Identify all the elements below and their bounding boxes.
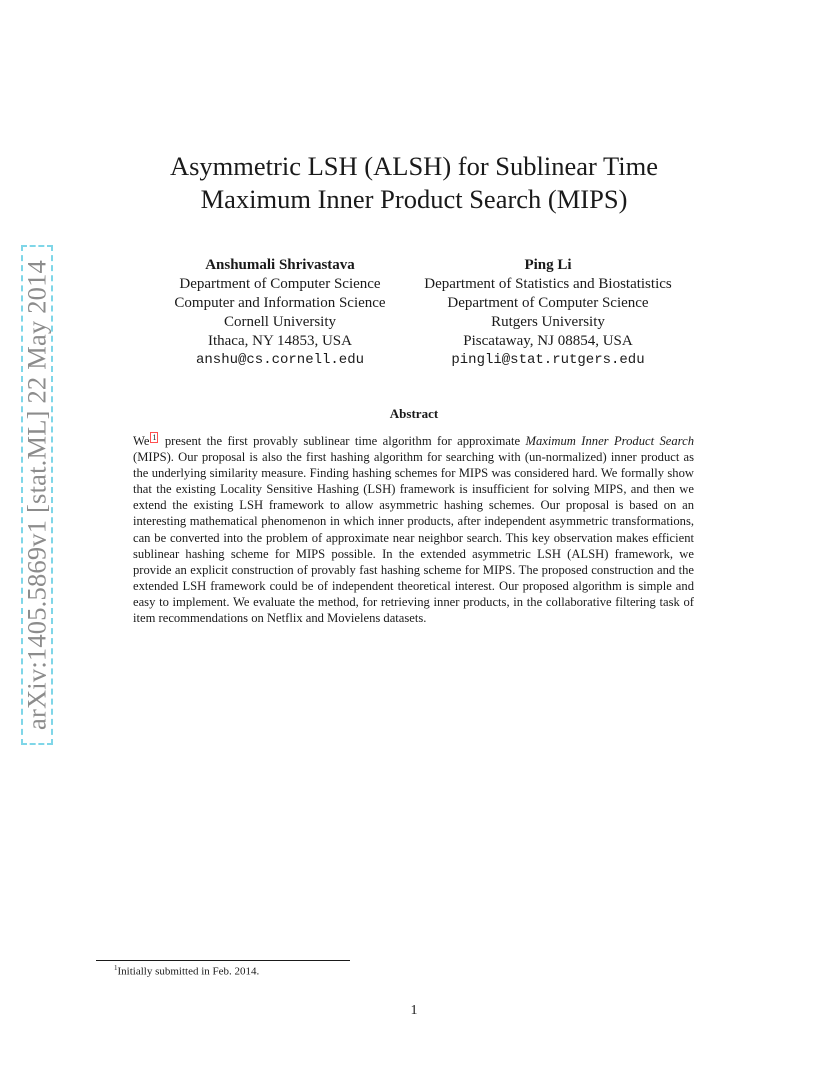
abstract-text-1: present the first provably sublinear time algorithm for approximate: [159, 434, 526, 448]
footnote-mark: 1: [114, 964, 118, 972]
author-affiliation: Rutgers University: [491, 314, 605, 330]
footnote-text: Initially submitted in Feb. 2014.: [117, 965, 260, 978]
author-affiliation: Department of Computer Science: [447, 295, 649, 311]
author-block-2: [398, 256, 698, 370]
author-affiliation: Cornell University: [223, 314, 337, 330]
abstract-text-2: (MIPS). Our proposal is also the first hashing algorithm for searching with (un-normalized) inner product as the underlying similarity measure. Finding hashing schemes for MIPS was considered hard. We formally show that the existing Locality Sensitive Hashing (LSH) framework is insufficient for solving MIPS, and then we extend the existing LSH framework to allow asymmetric hashing schemes. Our proposal is based on an interesting mathematical phenomenon in which inner products, after independent asymmetric transformations, can be converted into the problem of approximate near neighbor search. This key observation makes efficient sublinear hashing scheme for MIPS possible. In the extended asymmetric LSH (ALSH) framework, we provide an explicit construction of provably fast hashing scheme for MIPS. The proposed construction and the extended LSH framework could be of independent theoretical interest. Our proposed algorithm is simple and easy to implement. We evaluate the method, for retrieving inner products, in the collaborative filtering task of item recommendations on Netflix and Movielens datasets.: [133, 450, 694, 626]
footnote: [114, 964, 259, 978]
author-email[interactable]: pingli@stat.rutgers.edu: [451, 352, 645, 368]
author-address: Piscataway, NJ 08854, USA: [463, 333, 633, 349]
paper-title: [0, 150, 828, 216]
abstract-italic-term: Maximum Inner Product Search: [525, 434, 694, 448]
arxiv-stamp[interactable]: arXiv:1405.5869v1 [stat.ML] 22 May 2014: [21, 259, 52, 731]
page-number: 1: [410, 1003, 418, 1018]
author-block-1: [130, 256, 430, 370]
author-email[interactable]: anshu@cs.cornell.edu: [195, 352, 365, 368]
title-line-2: Maximum Inner Product Search (MIPS): [200, 184, 628, 214]
title-line-1: Asymmetric LSH (ALSH) for Sublinear Time: [169, 151, 658, 181]
author-name: Anshumali Shrivastava: [205, 257, 355, 273]
author-affiliation: Computer and Information Science: [174, 295, 386, 311]
abstract-body: [133, 432, 694, 626]
author-address: Ithaca, NY 14853, USA: [207, 333, 352, 349]
author-affiliation: Department of Statistics and Biostatistics: [424, 276, 672, 292]
author-affiliation: Department of Computer Science: [179, 276, 381, 292]
author-name: Ping Li: [524, 257, 572, 273]
footnote-divider: [96, 960, 350, 961]
abstract-lead: We: [133, 434, 150, 448]
footnote-link[interactable]: 1: [152, 433, 157, 442]
abstract-heading: Abstract: [389, 406, 439, 421]
